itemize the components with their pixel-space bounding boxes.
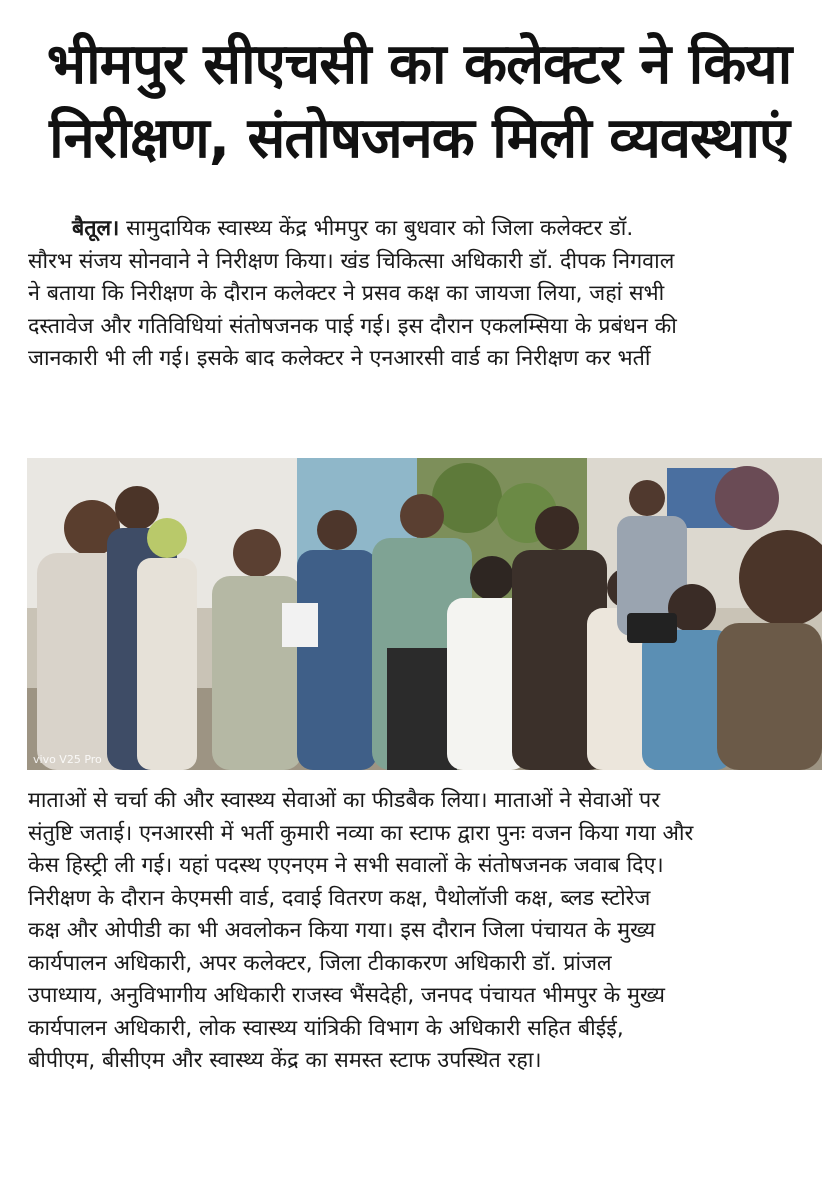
article-line: जानकारी भी ली गई। इसके बाद कलेक्टर ने एनआरसी वार्ड का निरीक्षण कर भर्ती <box>28 346 651 371</box>
article-line: माताओं से चर्चा की और स्वास्थ्य सेवाओं का फीडबैक लिया। माताओं ने सेवाओं पर <box>28 788 661 813</box>
news-photo-illustration <box>27 458 822 770</box>
headline-line-1: भीमपुर सीएचसी का कलेक्टर ने किया <box>46 32 792 97</box>
article-line: ने बताया कि निरीक्षण के दौरान कलेक्टर ने प्रसव कक्ष का जायजा लिया, जहां सभी <box>28 281 665 306</box>
article-paragraph-1 <box>28 213 822 376</box>
article-line-text: सामुदायिक स्वास्थ्य केंद्र भीमपुर का बुधवार को जिला कलेक्टर डॉ. <box>126 216 634 241</box>
dateline: बैतूल। <box>72 216 120 241</box>
article-line: निरीक्षण के दौरान केएमसी वार्ड, दवाई वितरण कक्ष, पैथोलॉजी कक्ष, ब्लड स्टोरेज <box>28 885 651 911</box>
article-line: सौरभ संजय सोनवाने ने निरीक्षण किया। खंड चिकित्सा अधिकारी डॉ. दीपक निगवाल <box>28 248 675 274</box>
article-line <box>28 213 822 246</box>
article-line: दस्तावेज और गतिविधियां संतोषजनक पाई गई। इस दौरान एकलम्सिया के प्रबंधन की <box>28 313 677 339</box>
article-line: बीपीएम, बीसीएम और स्वास्थ्य केंद्र का समस्त स्टाफ उपस्थित रहा। <box>28 1048 542 1073</box>
news-photo <box>27 458 822 770</box>
article-line: केस हिस्ट्री ली गई। यहां पदस्थ एएनएम ने सभी सवालों के संतोषजनक जवाब दिए। <box>28 853 664 878</box>
article-paragraph-2 <box>28 785 822 1078</box>
photo-watermark: vivo V25 Pro <box>33 753 102 766</box>
article-line: उपाध्याय, अनुविभागीय अधिकारी राजस्व भैंसदेही, जनपद पंचायत भीमपुर के मुख्य <box>28 983 666 1008</box>
headline <box>22 28 816 176</box>
article-line: कार्यपालन अधिकारी, अपर कलेक्टर, जिला टीकाकरण अधिकारी डॉ. प्रांजल <box>28 950 612 976</box>
article-line: कार्यपालन अधिकारी, लोक स्वास्थ्य यांत्रिकी विभाग के अधिकारी सहित बीईई, <box>28 1015 624 1041</box>
headline-line-2: निरीक्षण, संतोषजनक मिली व्यवस्थाएं <box>49 106 789 171</box>
article-line: कक्ष और ओपीडी का भी अवलोकन किया गया। इस दौरान जिला पंचायत के मुख्य <box>28 918 656 943</box>
article-line: संतुष्टि जताई। एनआरसी में भर्ती कुमारी नव्या का स्टाफ द्वारा पुनः वजन किया गया और <box>28 820 694 846</box>
